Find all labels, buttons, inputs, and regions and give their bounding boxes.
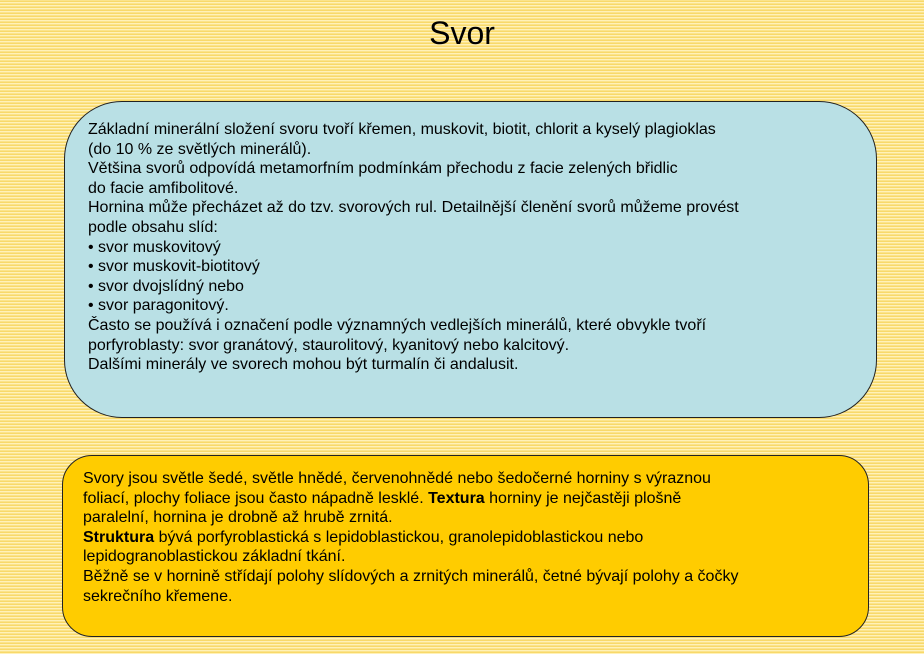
bullet-item: • svor dvojslídný nebo [88, 277, 244, 295]
text-line [83, 528, 858, 548]
mineral-composition-box [64, 101, 877, 418]
bullet-item: • svor muskovitový [88, 238, 221, 256]
texture-structure-box [62, 455, 869, 637]
text-line: Často se používá i označení podle významných vedlejších minerálů, které obvykle tvoří [88, 316, 707, 334]
text-line: podle obsahu slíd: [88, 218, 218, 236]
text-line: (do 10 % ze světlých minerálů). [88, 140, 312, 158]
text-line: Dalšími minerály ve svorech mohou být turmalín či andalusit. [88, 356, 519, 374]
text-line: Základní minerální složení svoru tvoří křemen, muskovit, biotit, chlorit a kyselý plagioklas [88, 121, 716, 138]
slide-title: Svor [429, 15, 495, 51]
text-line: paralelní, hornina je drobně až hrubě zrnitá. [83, 509, 393, 527]
text-segment: horniny je nejčastěji plošně [484, 489, 682, 507]
text-line: sekrečního křemene. [83, 587, 233, 605]
text-line: Hornina může přecházet až do tzv. svorových rul. Detailnější členění svorů můžeme provést [88, 199, 739, 217]
bullet-item: • svor muskovit-biotitový [88, 258, 260, 276]
text-line: Většina svorů odpovídá metamorfním podmínkám přechodu z facie zelených břidlic [88, 160, 678, 178]
text-segment: bývá porfyroblastická s lepidoblastickou, granolepidoblastickou nebo [154, 528, 644, 546]
text-line [83, 489, 858, 509]
bullet-item: • svor paragonitový. [88, 297, 229, 315]
text-line: do facie amfibolitové. [88, 179, 239, 197]
struktura-term: Struktura [83, 528, 155, 546]
text-line: Svory jsou světle šedé, světle hnědé, červenohnědé nebo šedočerné horniny s výraznou [83, 470, 711, 487]
text-line: lepidogranoblastickou základní tkání. [83, 548, 346, 566]
text-line: Běžně se v hornině střídají polohy slídových a zrnitých minerálů, četné bývají polohy a čočky [83, 567, 739, 585]
text-segment: foliací, plochy foliace jsou často nápadně lesklé. [83, 489, 429, 507]
textura-term: Textura [428, 489, 485, 507]
text-line: porfyroblasty: svor granátový, staurolitový, kyanitový nebo kalcitový. [88, 336, 570, 354]
